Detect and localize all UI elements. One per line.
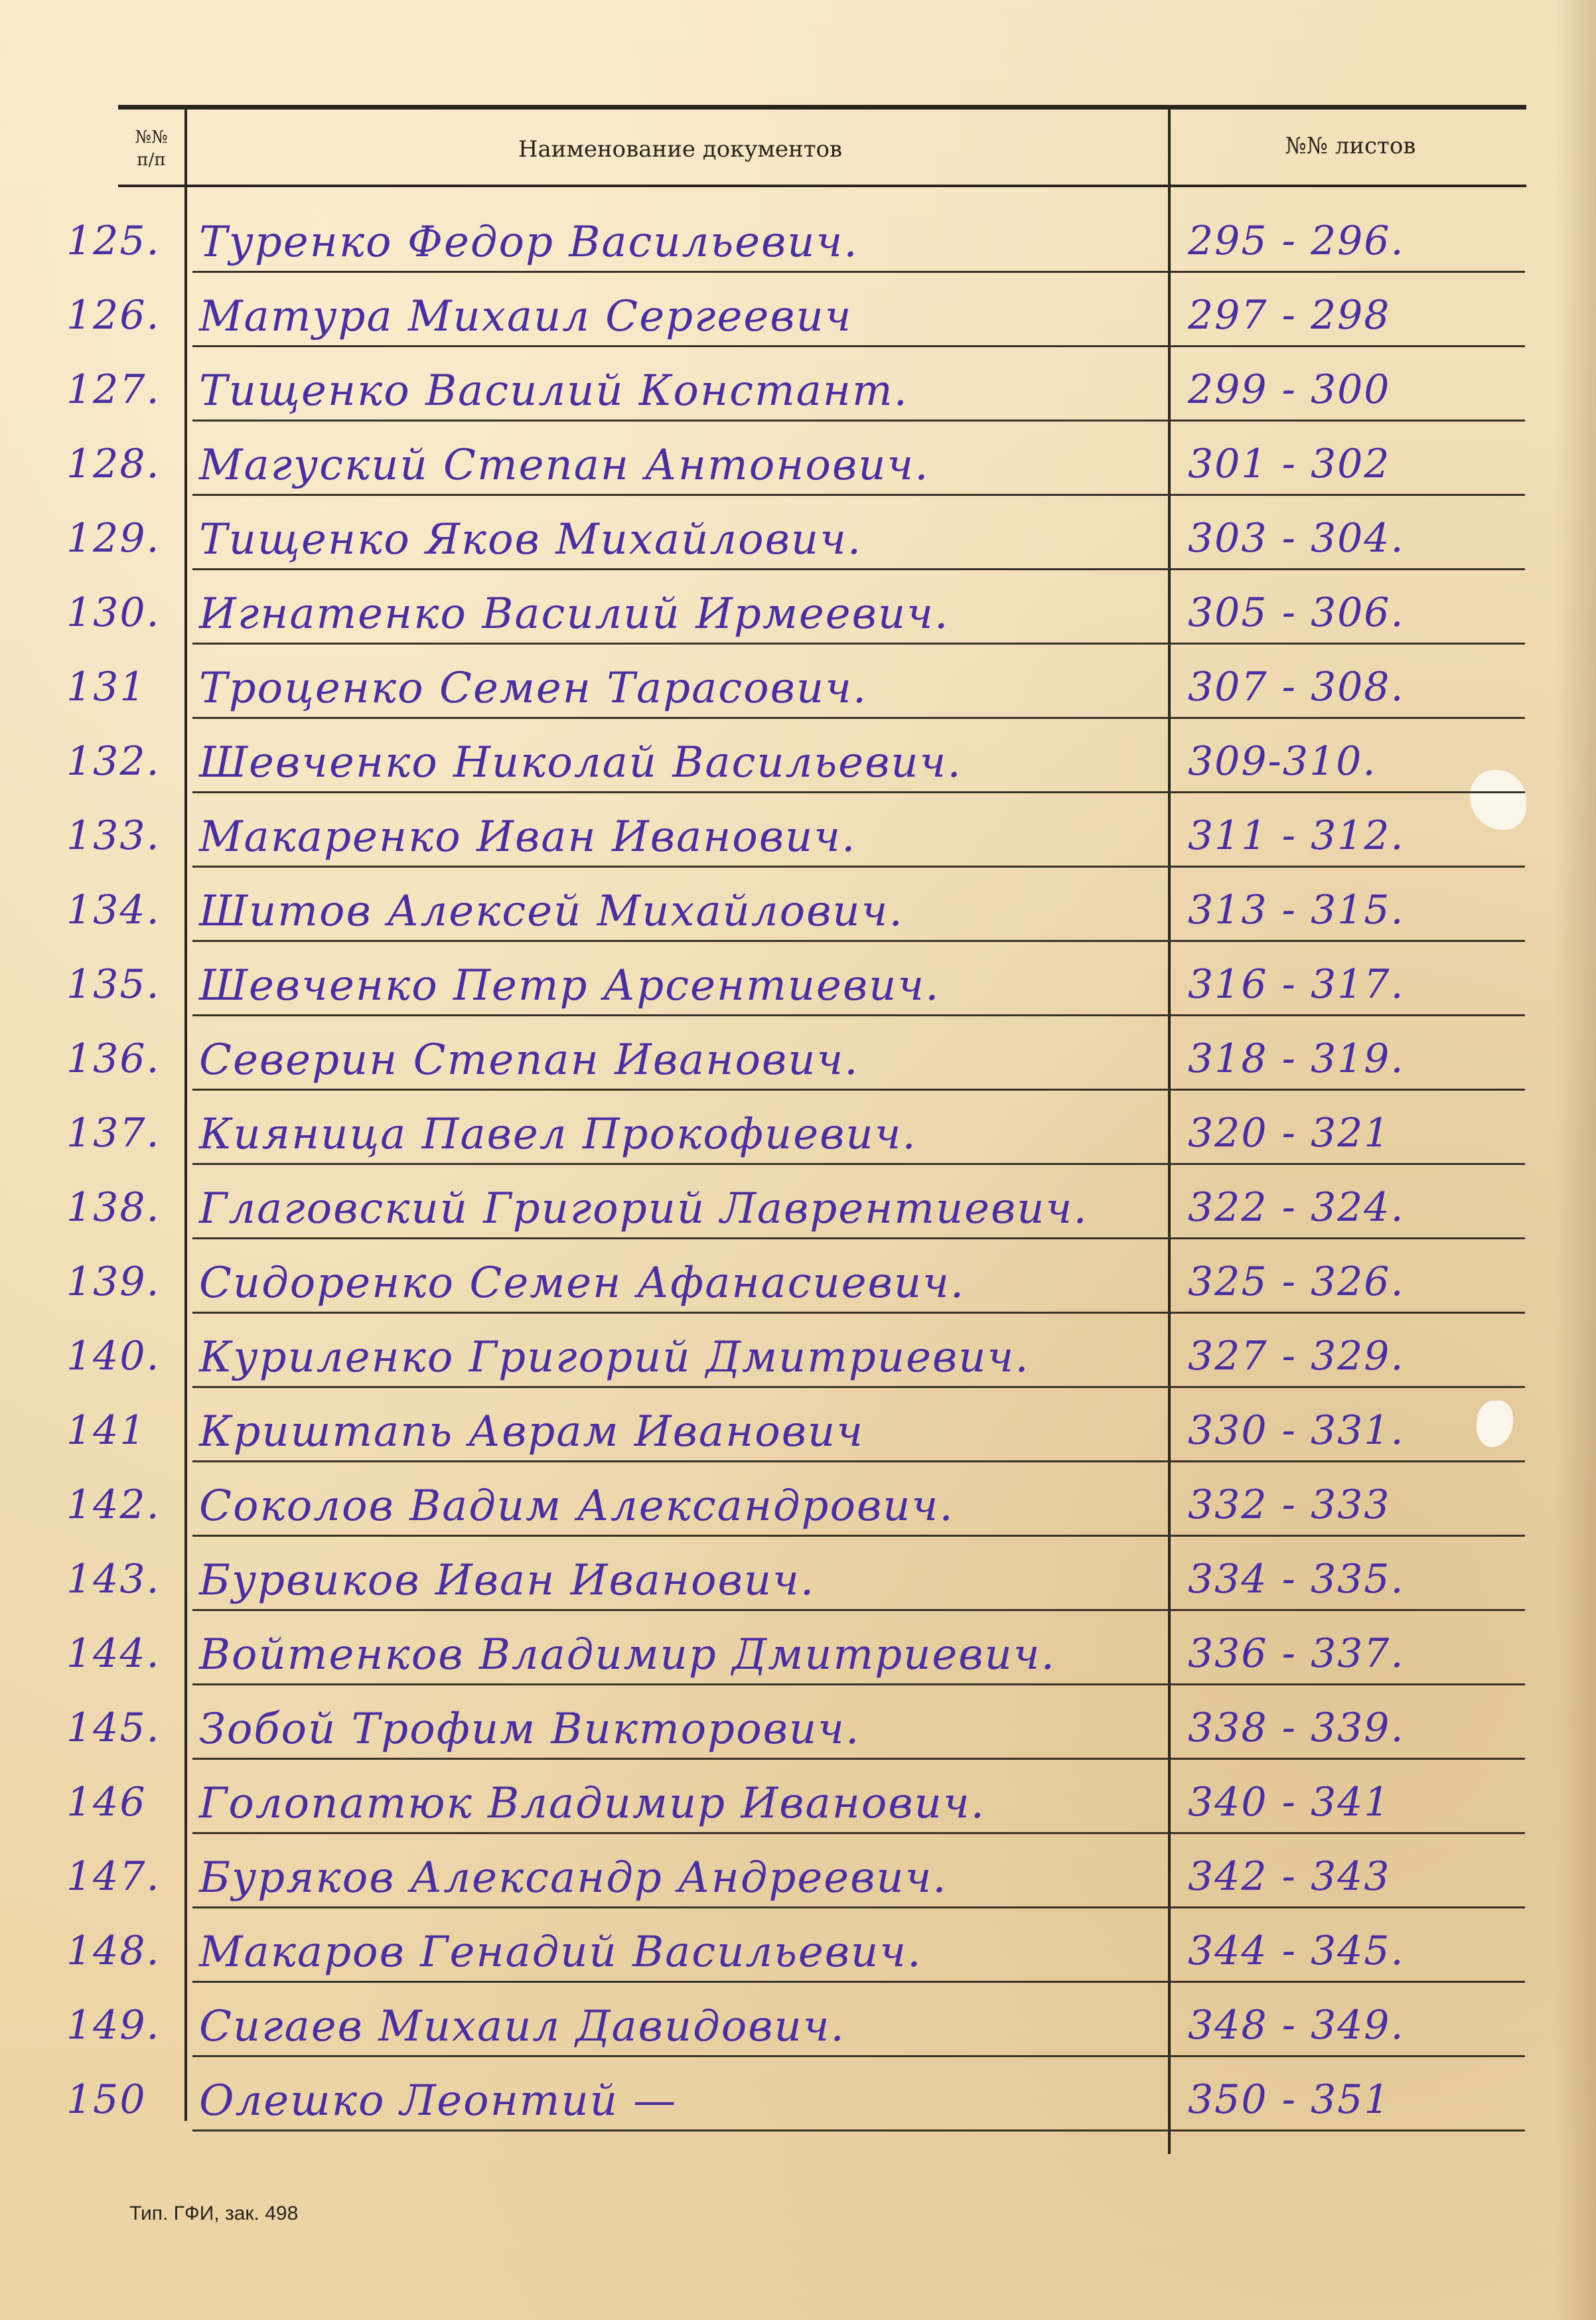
header-number-label: №№ п/п bbox=[135, 127, 168, 170]
header-document-name: Наименование документов bbox=[518, 136, 843, 163]
row-document-name: Макаренко Иван Иванович. bbox=[199, 812, 857, 862]
row-number: 134. bbox=[66, 887, 161, 933]
ruled-line bbox=[192, 1386, 1525, 1388]
row-number: 148. bbox=[66, 1928, 161, 1974]
ruled-line bbox=[192, 1832, 1525, 1834]
ruled-line bbox=[192, 1609, 1525, 1611]
row-sheet-range: 320 - 321 bbox=[1188, 1110, 1391, 1156]
row-sheet-range: 348 - 349. bbox=[1188, 2002, 1405, 2049]
ruled-line bbox=[192, 1312, 1525, 1314]
table-top-rule bbox=[118, 105, 1526, 110]
row-document-name: Криштапь Аврам Иванович bbox=[199, 1407, 865, 1456]
row-number: 130. bbox=[66, 589, 161, 636]
row-document-name: Шевченко Николай Васильевич. bbox=[199, 738, 962, 787]
row-document-name: Буряков Александр Андреевич. bbox=[199, 1853, 948, 1902]
row-document-name: Шевченко Петр Арсентиевич. bbox=[199, 961, 940, 1010]
row-number: 140. bbox=[66, 1333, 161, 1379]
row-number: 132. bbox=[66, 738, 161, 785]
row-number: 142. bbox=[66, 1482, 161, 1528]
row-document-name: Бурвиков Иван Иванович. bbox=[199, 1556, 816, 1605]
row-number: 131 bbox=[66, 664, 147, 710]
row-number: 128. bbox=[66, 441, 161, 487]
row-document-name: Зобой Трофим Викторович. bbox=[199, 1705, 861, 1754]
ruled-line bbox=[192, 1758, 1525, 1760]
ruled-line bbox=[192, 1163, 1525, 1165]
row-document-name: Сигаев Михаил Давидович. bbox=[199, 2002, 845, 2051]
row-number: 144. bbox=[66, 1630, 161, 1677]
row-number: 138. bbox=[66, 1184, 161, 1231]
table-header-rule bbox=[118, 185, 1526, 187]
row-sheet-range: 299 - 300 bbox=[1188, 366, 1391, 413]
row-sheet-range: 342 - 343 bbox=[1188, 1853, 1391, 1900]
row-number: 133. bbox=[66, 812, 161, 859]
row-number: 127. bbox=[66, 366, 161, 413]
row-document-name: Туренко Федор Васильевич. bbox=[199, 218, 859, 267]
row-number: 147. bbox=[66, 1853, 161, 1900]
row-sheet-range: 336 - 337. bbox=[1188, 1630, 1405, 1677]
ruled-line bbox=[192, 866, 1525, 868]
row-document-name: Войтенков Владимир Дмитриевич. bbox=[199, 1630, 1056, 1679]
row-number: 125. bbox=[66, 218, 161, 264]
row-document-name: Соколов Вадим Александрович. bbox=[199, 1482, 954, 1531]
row-document-name: Северин Степан Иванович. bbox=[199, 1036, 859, 1085]
ruled-line bbox=[192, 791, 1525, 793]
row-sheet-range: 309-310. bbox=[1188, 738, 1377, 785]
row-document-name: Кияница Павел Прокофиевич. bbox=[199, 1110, 917, 1159]
header-number-column bbox=[119, 126, 183, 171]
row-sheet-range: 303 - 304. bbox=[1188, 515, 1405, 562]
row-number: 139. bbox=[66, 1259, 161, 1305]
row-document-name: Магуский Степан Антонович. bbox=[199, 441, 930, 490]
row-sheet-range: 344 - 345. bbox=[1188, 1928, 1405, 1974]
row-number: 137. bbox=[66, 1110, 161, 1156]
row-number: 129. bbox=[66, 515, 161, 562]
ruled-line bbox=[192, 2129, 1525, 2131]
row-sheet-range: 318 - 319. bbox=[1188, 1036, 1405, 1082]
header-sheet-numbers: №№ листов bbox=[1285, 133, 1416, 159]
page-edge-shadow bbox=[1556, 0, 1596, 2320]
row-document-name: Сидоренко Семен Афанасиевич. bbox=[199, 1259, 966, 1308]
row-document-name: Игнатенко Василий Ирмеевич. bbox=[199, 589, 950, 639]
row-sheet-range: 316 - 317. bbox=[1188, 961, 1405, 1008]
ruled-line bbox=[192, 940, 1525, 942]
row-sheet-range: 330 - 331. bbox=[1188, 1407, 1405, 1454]
row-number: 135. bbox=[66, 961, 161, 1008]
row-document-name: Голопатюк Владимир Иванович. bbox=[199, 1779, 985, 1828]
ruled-line bbox=[192, 643, 1525, 645]
row-sheet-range: 327 - 329. bbox=[1188, 1333, 1405, 1379]
row-sheet-range: 297 - 298 bbox=[1188, 292, 1391, 339]
row-document-name: Шитов Алексей Михайлович. bbox=[199, 887, 904, 936]
row-number: 141 bbox=[66, 1407, 147, 1454]
row-number: 146 bbox=[66, 1779, 147, 1825]
ruled-line bbox=[192, 420, 1525, 422]
row-document-name: Тищенко Яков Михайлович. bbox=[199, 515, 863, 564]
row-document-name: Олешко Леонтий — bbox=[199, 2076, 678, 2126]
ruled-line bbox=[192, 1237, 1525, 1239]
row-sheet-range: 332 - 333 bbox=[1188, 1482, 1391, 1528]
row-sheet-range: 334 - 335. bbox=[1188, 1556, 1405, 1602]
row-sheet-range: 322 - 324. bbox=[1188, 1184, 1405, 1231]
row-sheet-range: 311 - 312. bbox=[1188, 812, 1405, 859]
row-sheet-range: 295 - 296. bbox=[1188, 218, 1405, 264]
row-document-name: Глаговский Григорий Лаврентиевич. bbox=[199, 1184, 1088, 1233]
row-sheet-range: 305 - 306. bbox=[1188, 589, 1405, 636]
row-number: 136. bbox=[66, 1036, 161, 1082]
row-number: 126. bbox=[66, 292, 161, 339]
ruled-line bbox=[192, 568, 1525, 570]
row-document-name: Макаров Генадий Васильевич. bbox=[199, 1928, 922, 1977]
ruled-line bbox=[192, 1014, 1525, 1016]
ruled-line bbox=[192, 1535, 1525, 1537]
row-document-name: Троценко Семен Тарасович. bbox=[199, 664, 868, 713]
ruled-line bbox=[192, 717, 1525, 719]
ruled-line bbox=[192, 1981, 1525, 1983]
ruled-line bbox=[192, 2055, 1525, 2057]
ruled-line bbox=[192, 271, 1525, 273]
row-sheet-range: 307 - 308. bbox=[1188, 664, 1405, 710]
row-sheet-range: 313 - 315. bbox=[1188, 887, 1405, 933]
row-sheet-range: 325 - 326. bbox=[1188, 1259, 1405, 1305]
row-document-name: Куриленко Григорий Дмитриевич. bbox=[199, 1333, 1030, 1382]
row-number: 150 bbox=[66, 2076, 147, 2123]
ruled-line bbox=[192, 1460, 1525, 1462]
row-number: 145. bbox=[66, 1705, 161, 1751]
row-document-name: Матура Михаил Сергеевич bbox=[199, 292, 853, 341]
printer-imprint: Тип. ГФИ, зак. 498 bbox=[129, 2203, 299, 2224]
ruled-line bbox=[192, 1906, 1525, 1908]
row-sheet-range: 350 - 351 bbox=[1188, 2076, 1391, 2123]
row-sheet-range: 338 - 339. bbox=[1188, 1705, 1405, 1751]
ruled-line bbox=[192, 345, 1525, 347]
row-sheet-range: 301 - 302 bbox=[1188, 441, 1391, 487]
row-number: 143. bbox=[66, 1556, 161, 1602]
row-document-name: Тищенко Василий Констант. bbox=[199, 366, 908, 416]
row-sheet-range: 340 - 341 bbox=[1188, 1779, 1391, 1825]
ruled-line bbox=[192, 494, 1525, 496]
ruled-line bbox=[192, 1683, 1525, 1685]
ruled-line bbox=[192, 1089, 1525, 1091]
row-number: 149. bbox=[66, 2002, 161, 2049]
